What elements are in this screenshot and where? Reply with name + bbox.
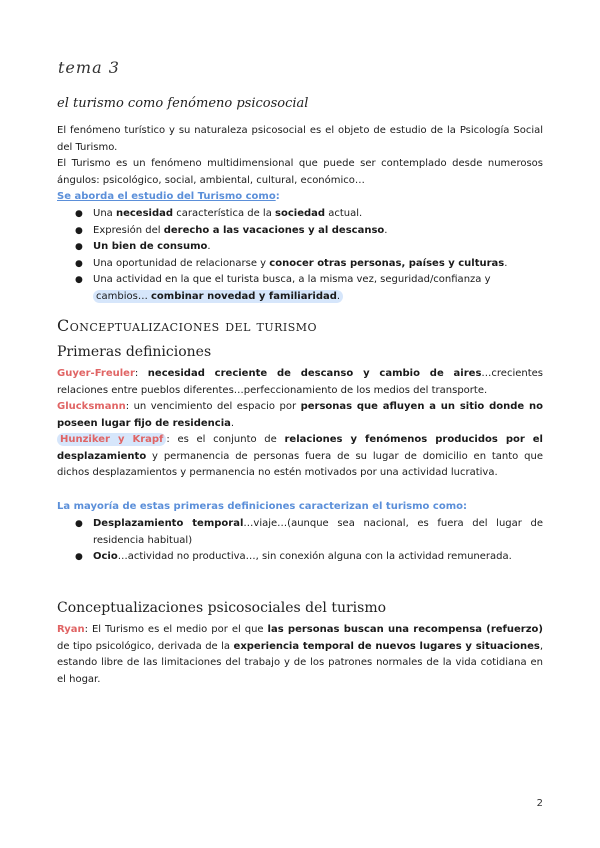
page-subtitle: el turismo como fenómeno psicosocial [57, 96, 309, 111]
mayoria-heading: La mayoría de estas primeras definiciones caracterizan el turismo como: [57, 501, 467, 512]
intro-paragraph-2: El Turismo es un fenómeno multidimensional que puede ser contemplado desde numerosos ángulos: psicológico, social, ambiental, cultural, económico… [57, 158, 543, 186]
def-hunziker: Hunziker y Krapf : es el conjunto de relaciones y fenómenos producidos por el desplazamiento y permanencia de personas fuera de su lugar de domicilio en tanto que dichos desplazamientos y permanencia no estén motivados por una actividad lucrativa. [57, 434, 543, 478]
def-guyer: Guyer-Freuler: necesidad creciente de descanso y cambio de aires…crecientes relaciones entre pueblos diferentes…perfeccionamiento de los medios del transporte. [57, 368, 543, 396]
subsection-title-2: Conceptualizaciones psicosociales del turismo [57, 600, 387, 616]
aborda-heading: Se aborda el estudio del Turismo como: [57, 191, 280, 202]
subsection-title-1: Primeras definiciones [57, 344, 212, 360]
list-item: ● Ocio…actividad no productiva…, sin conexión alguna con la actividad remunerada. [57, 549, 543, 566]
aborda-title: Se aborda el estudio del Turismo como [57, 191, 276, 202]
def-ryan: Ryan: El Turismo es el medio por el que las personas buscan una recompensa (refuerzo) de tipo psicológico, derivada de la experiencia temporal de nuevos lugares y situaciones, estando libre de las limitaciones del trabajo y de los patrones normales de la vida cotidiana en el hogar. [57, 624, 544, 685]
page-number: 2 [536, 798, 543, 809]
topic-label: tema 3 [58, 58, 120, 77]
def-glucksmann: Glucksmann: un vencimiento del espacio por personas que afluyen a un sitio donde no poseen lugar fijo de residencia. [57, 401, 543, 429]
list-item: ● Una oportunidad de relacionarse y conocer otras personas, países y culturas. [57, 256, 543, 273]
list-item: ● Una actividad en la que el turista busca, a la misma vez, seguridad/confianza y cambios… combinar novedad y familiaridad. [57, 272, 543, 305]
intro-paragraph-1: El fenómeno turístico y su naturaleza psicosocial es el objeto de estudio de la Psicología Social del Turismo. [57, 125, 543, 153]
list-item: ● Una necesidad característica de la sociedad actual. [57, 206, 543, 223]
list-item: ● Un bien de consumo. [57, 239, 543, 256]
highlight: cambios… combinar novedad y familiaridad. [93, 290, 343, 303]
list-item: ● Desplazamiento temporal…viaje…(aunque sea nacional, es fuera del lugar de residencia habitual) [57, 516, 543, 549]
list-item: ● Expresión del derecho a las vacaciones y al descanso. [57, 223, 543, 240]
section-title: Conceptualizaciones del turismo [57, 316, 318, 335]
aborda-list [57, 206, 543, 305]
mayoria-list [57, 516, 543, 566]
